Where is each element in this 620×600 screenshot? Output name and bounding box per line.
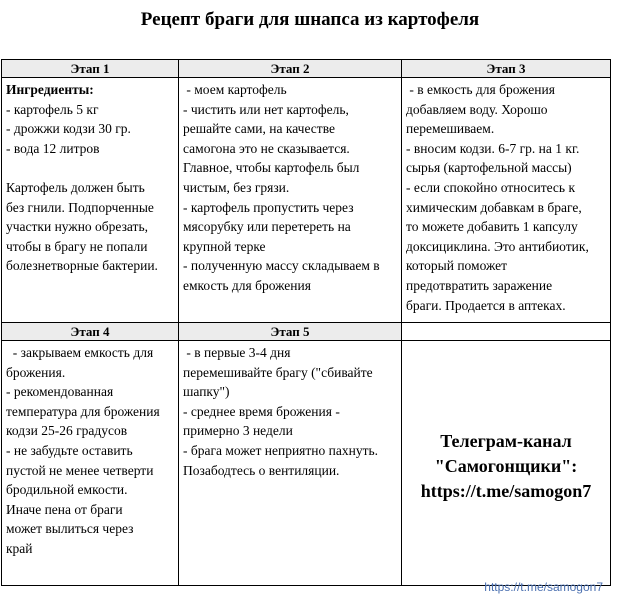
promo-line-3: https://t.me/samogon7 <box>420 480 592 501</box>
stage-line: температура для брожения <box>6 403 160 419</box>
stage-5-body <box>179 341 402 586</box>
stage-line: Позабодтесь о вентиляции. <box>183 462 340 478</box>
stage-1-header: Этап 1 <box>2 60 179 78</box>
stage-line: может вылиться через <box>6 521 134 537</box>
promo-header-empty <box>402 323 611 341</box>
stage-line: - моем картофель <box>183 82 287 97</box>
stage-line: то можете добавить 1 капсулу <box>406 219 578 235</box>
footer-link[interactable]: https://t.me/samogon7 <box>484 580 603 594</box>
stage-line: сырья (картофельной массы) <box>406 160 572 176</box>
recipe-table <box>1 59 611 586</box>
stage-line: Картофель должен быть <box>6 179 145 195</box>
stage-line: - полученную массу складываем в <box>183 258 380 274</box>
stage-line: - в емкость для брожения <box>406 82 555 97</box>
telegram-promo <box>402 341 611 586</box>
stage-line: решайте сами, на качестве <box>183 121 335 137</box>
stage-5-header: Этап 5 <box>179 323 402 341</box>
stage-line: - вносим кодзи. 6-7 гр. на 1 кг. <box>406 140 580 156</box>
promo-line-2: "Самогонщики": <box>434 455 578 476</box>
stage-line: бродильной емкости. <box>6 482 128 498</box>
stage-line: - если спокойно относитесь к <box>406 179 576 195</box>
stage-line: примерно 3 недели <box>183 423 293 439</box>
stage-line: участки нужно обрезать, <box>6 219 148 235</box>
stage-line: - вода 12 литров <box>6 140 100 156</box>
stage-line: чистым, без грязи. <box>183 179 290 195</box>
stage-line: - картофель 5 кг <box>6 101 99 117</box>
stage-line: без гнили. Подпорченные <box>6 199 154 215</box>
stage-line: - брага может неприятно пахнуть. <box>183 442 379 458</box>
stage-1-body <box>2 78 179 323</box>
stage-line <box>6 158 175 178</box>
stage-2-body <box>179 78 402 323</box>
stage-3-body <box>402 78 611 323</box>
stage-line: браги. Продается в аптеках. <box>406 297 566 313</box>
page-title: Рецепт браги для шнапса из картофеля <box>140 9 480 30</box>
stage-line: химическим добавкам в браге, <box>406 199 582 215</box>
stage-line: который поможет <box>406 258 508 274</box>
stage-line: доксициклина. Это антибиотик, <box>406 238 589 254</box>
stage-line: край <box>6 540 33 556</box>
stage-line: мясорубку или перетереть на <box>183 219 351 235</box>
stage-line: добавляем воду. Хорошо <box>406 101 548 117</box>
stage-line: емкость для брожения <box>183 277 311 293</box>
stage-line: перемешивайте брагу ("сбивайте <box>183 364 373 380</box>
stage-4-body <box>2 341 179 586</box>
stage-3-header: Этап 3 <box>402 60 611 78</box>
stage-line: шапку") <box>183 384 230 400</box>
stage-line: чтобы в брагу не попали <box>6 238 148 254</box>
stage-line: брожения. <box>6 364 66 380</box>
stage-line: Главное, чтобы картофель был <box>183 160 360 176</box>
stage-line: кодзи 25-26 градусов <box>6 423 128 439</box>
stage-line: - чистить или нет картофель, <box>183 101 349 117</box>
stage-line: Иначе пена от браги <box>6 501 123 517</box>
stage-line: - закрываем емкость для <box>6 345 154 360</box>
stage-line: крупной терке <box>183 238 266 254</box>
stage-line: перемешиваем. <box>406 121 495 137</box>
stage-line: пустой не менее четверти <box>6 462 154 478</box>
stage-line: предотвратить заражение <box>406 277 553 293</box>
promo-line-1: Телеграм-канал <box>440 430 572 451</box>
stage-line: Ингредиенты: <box>6 82 94 97</box>
stage-line: - картофель пропустить через <box>183 199 354 215</box>
stage-line: - среднее время брожения - <box>183 403 340 419</box>
stage-4-header: Этап 4 <box>2 323 179 341</box>
stage-line: болезнетворные бактерии. <box>6 258 158 274</box>
stage-line: - в первые 3-4 дня <box>183 345 291 360</box>
stage-line: - не забудьте оставить <box>6 442 133 458</box>
stage-line: самогона это не сказывается. <box>183 140 350 156</box>
stage-line: - дрожжи кодзи 30 гр. <box>6 121 131 137</box>
stage-2-header: Этап 2 <box>179 60 402 78</box>
stage-line: - рекомендованная <box>6 384 114 400</box>
